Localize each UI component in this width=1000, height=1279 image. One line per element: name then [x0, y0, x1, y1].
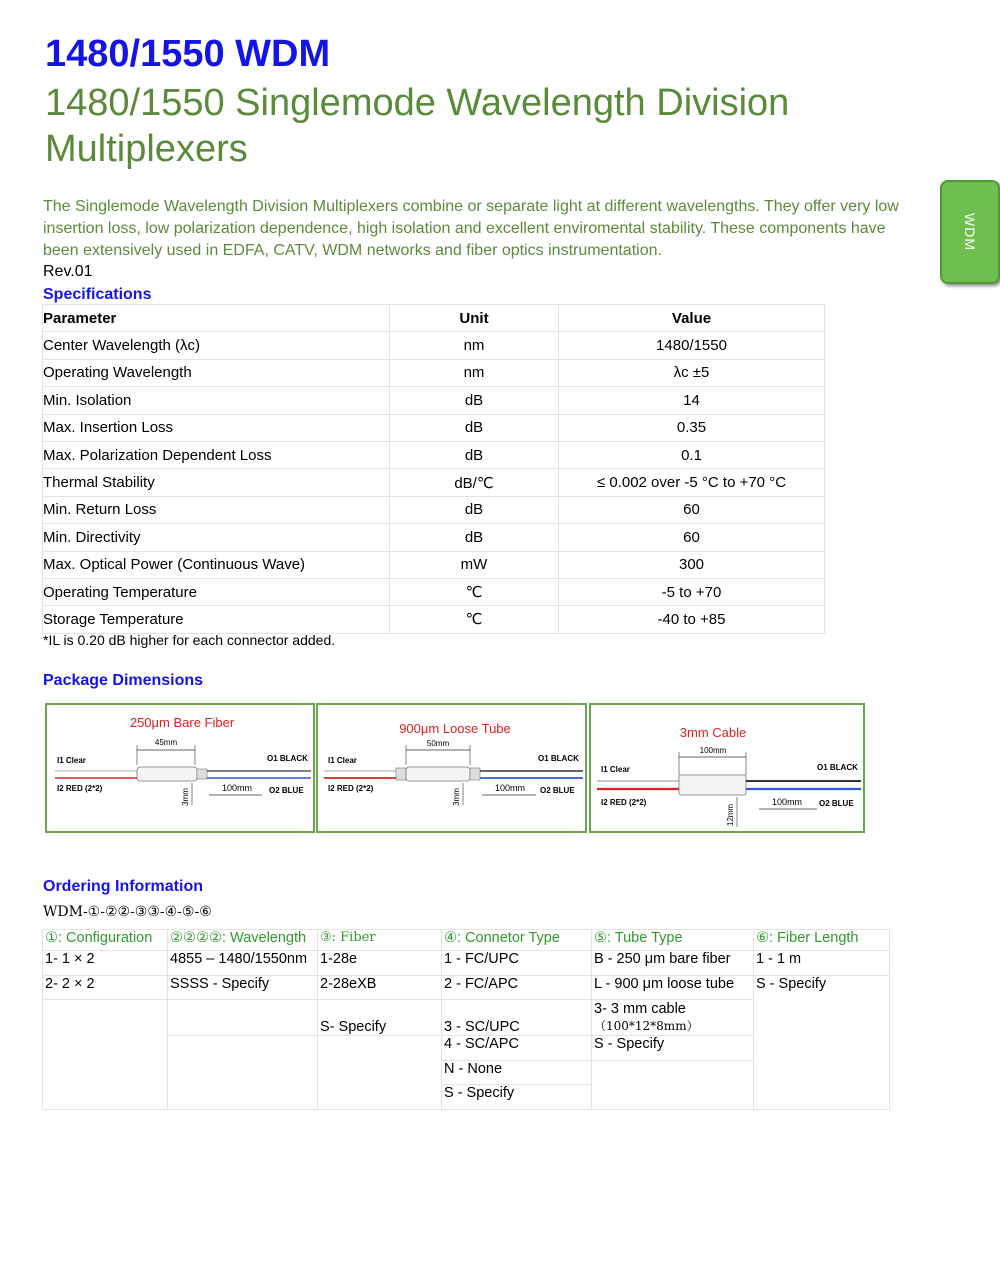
order-fiber-2: 2-28eXB [318, 975, 442, 1000]
lead-label: 100mm [771, 797, 803, 807]
input-1-label: I1 Clear [328, 756, 357, 765]
order-tube-3 [592, 1000, 754, 1036]
page-subtitle: 1480/1550 Singlemode Wavelength Division Multiplexers [45, 82, 790, 170]
order-tube-2: L - 900 μm loose tube [592, 975, 754, 1000]
order-header-configuration: ①: Configuration [43, 930, 168, 951]
spec-value: 300 [559, 551, 825, 578]
spec-parameter: Storage Temperature [43, 606, 390, 633]
order-wavelength-1: 4855 – 1480/1550nm [168, 951, 318, 976]
spec-row [43, 606, 825, 633]
spec-unit: dB [390, 441, 559, 468]
spec-row [43, 359, 825, 386]
spec-unit: dB [390, 414, 559, 441]
spec-value: 1480/1550 [559, 332, 825, 359]
order-header-fiber: ③: Fiber [318, 930, 442, 951]
spec-unit: dB [390, 496, 559, 523]
spec-col-parameter: Parameter [43, 305, 390, 332]
spec-unit: dB [390, 387, 559, 414]
order-wavelength-2: SSSS - Specify [168, 975, 318, 1000]
order-wavelength-empty [168, 1000, 318, 1036]
order-config-1: 1- 1 × 2 [43, 951, 168, 976]
side-tab-label: WDM [962, 213, 978, 251]
order-tube-3-label: 3- 3 mm cable [594, 1001, 686, 1018]
spec-parameter: Min. Directivity [43, 524, 390, 551]
order-fiber-empty [318, 1036, 442, 1110]
order-tube-3-dims: （100*12*8mm） [594, 1019, 699, 1034]
dimension-diagram-loose-tube [316, 703, 587, 833]
specifications-heading: Specifications [43, 286, 152, 303]
spec-col-value: Value [559, 305, 825, 332]
spec-value: -5 to +70 [559, 578, 825, 605]
spec-unit: nm [390, 359, 559, 386]
order-tube-4: S - Specify [592, 1036, 754, 1061]
order-header-connector: ④: Connetor Type [442, 930, 592, 951]
spec-row [43, 578, 825, 605]
order-connector-5: N - None [442, 1060, 592, 1085]
order-header-tube: ⑤: Tube Type [592, 930, 754, 951]
package-heading: Package Dimensions [43, 672, 204, 689]
cable-drawing [591, 705, 863, 831]
spec-value: -40 to +85 [559, 606, 825, 633]
output-2-label: O2 BLUE [269, 786, 304, 795]
spec-col-unit: Unit [390, 305, 559, 332]
spec-row [43, 551, 825, 578]
spec-value: 14 [559, 387, 825, 414]
spec-row [43, 496, 825, 523]
order-tube-empty [592, 1060, 754, 1109]
order-length-2: S - Specify [754, 975, 890, 1109]
spec-row [43, 441, 825, 468]
spec-value: 60 [559, 524, 825, 551]
loose-tube-drawing [318, 705, 585, 831]
order-fiber-1: 1-28e [318, 951, 442, 976]
order-wavelength-empty-2 [168, 1036, 318, 1110]
output-1-label: O1 BLACK [817, 763, 858, 772]
order-header-length: ⑥: Fiber Length [754, 930, 890, 951]
spec-unit: ℃ [390, 606, 559, 633]
output-1-label: O1 BLACK [267, 754, 308, 763]
revision-label: Rev.01 [43, 263, 93, 280]
spec-value: λc ±5 [559, 359, 825, 386]
spec-unit: dB [390, 524, 559, 551]
order-length-1: 1 - 1 m [754, 951, 890, 976]
spec-value: ≤ 0.002 over -5 °C to +70 °C [559, 469, 825, 496]
order-config-empty [43, 1000, 168, 1110]
output-1-label: O1 BLACK [538, 754, 579, 763]
input-2-label: I2 RED (2*2) [57, 784, 103, 793]
diagram-title: 900μm Loose Tube [399, 721, 511, 736]
order-connector-4: 4 - SC/APC [442, 1036, 592, 1061]
spec-row [43, 524, 825, 551]
spec-parameter: Thermal Stability [43, 469, 390, 496]
spec-row [43, 414, 825, 441]
input-1-label: I1 Clear [601, 765, 630, 774]
ordering-code: WDM-①-②②-③③-④-⑤-⑥ [43, 904, 212, 920]
spec-parameter: Operating Temperature [43, 578, 390, 605]
spec-parameter: Operating Wavelength [43, 359, 390, 386]
spec-parameter: Max. Insertion Loss [43, 414, 390, 441]
order-connector-6: S - Specify [442, 1085, 592, 1110]
spec-parameter: Max. Polarization Dependent Loss [43, 441, 390, 468]
spec-header-row [43, 305, 825, 332]
spec-unit: dB/℃ [390, 469, 559, 496]
order-connector-2: 2 - FC/APC [442, 975, 592, 1000]
diameter-label: 12mm [726, 803, 735, 827]
spec-parameter: Min. Isolation [43, 387, 390, 414]
page-title: 1480/1550 WDM [45, 33, 331, 75]
intro-paragraph: The Singlemode Wavelength Division Multiplexers combine or separate light at different wavelengths. They offer very low insertion loss, low polarization dependence, high isolation and excellent enviromental stability. These components have been extensively used in EDFA, CATV, WDM networks and fiber optics instrumentation. [43, 198, 899, 259]
spec-unit: ℃ [390, 578, 559, 605]
spec-unit: mW [390, 551, 559, 578]
spec-parameter: Max. Optical Power (Continuous Wave) [43, 551, 390, 578]
lead-label: 100mm [221, 783, 253, 793]
length-label: 100mm [699, 746, 727, 755]
order-fiber-3: S- Specify [318, 1000, 442, 1036]
diagram-title: 250μm Bare Fiber [129, 715, 235, 730]
order-config-2: 2- 2 × 2 [43, 975, 168, 1000]
diameter-label: 3mm [181, 788, 190, 806]
length-label: 45mm [154, 738, 178, 747]
specifications-table [42, 304, 825, 634]
spec-row [43, 387, 825, 414]
spec-value: 60 [559, 496, 825, 523]
lead-label: 100mm [494, 783, 526, 793]
ordering-table [42, 929, 890, 1110]
dimension-diagram-cable [589, 703, 865, 833]
order-connector-1: 1 - FC/UPC [442, 951, 592, 976]
input-2-label: I2 RED (2*2) [328, 784, 374, 793]
spec-parameter: Center Wavelength (λc) [43, 332, 390, 359]
spec-unit: nm [390, 332, 559, 359]
spec-row [43, 332, 825, 359]
side-tab-wdm[interactable] [940, 180, 1000, 284]
diagram-title: 3mm Cable [679, 725, 747, 740]
output-2-label: O2 BLUE [540, 786, 575, 795]
diameter-label: 3mm [452, 788, 461, 806]
order-header-wavelength: ②②②②: Wavelength [168, 930, 318, 951]
order-connector-3: 3 - SC/UPC [442, 1000, 592, 1036]
output-2-label: O2 BLUE [819, 799, 854, 808]
order-tube-1: B - 250 μm bare fiber [592, 951, 754, 976]
ordering-heading: Ordering Information [43, 878, 203, 895]
spec-value: 0.35 [559, 414, 825, 441]
length-label: 50mm [426, 739, 450, 748]
spec-value: 0.1 [559, 441, 825, 468]
spec-row [43, 469, 825, 496]
spec-note: *IL is 0.20 dB higher for each connector added. [43, 632, 336, 648]
bare-fiber-drawing [47, 705, 313, 831]
input-1-label: I1 Clear [57, 756, 86, 765]
dimension-diagram-bare-fiber [45, 703, 315, 833]
input-2-label: I2 RED (2*2) [601, 798, 647, 807]
spec-parameter: Min. Return Loss [43, 496, 390, 523]
